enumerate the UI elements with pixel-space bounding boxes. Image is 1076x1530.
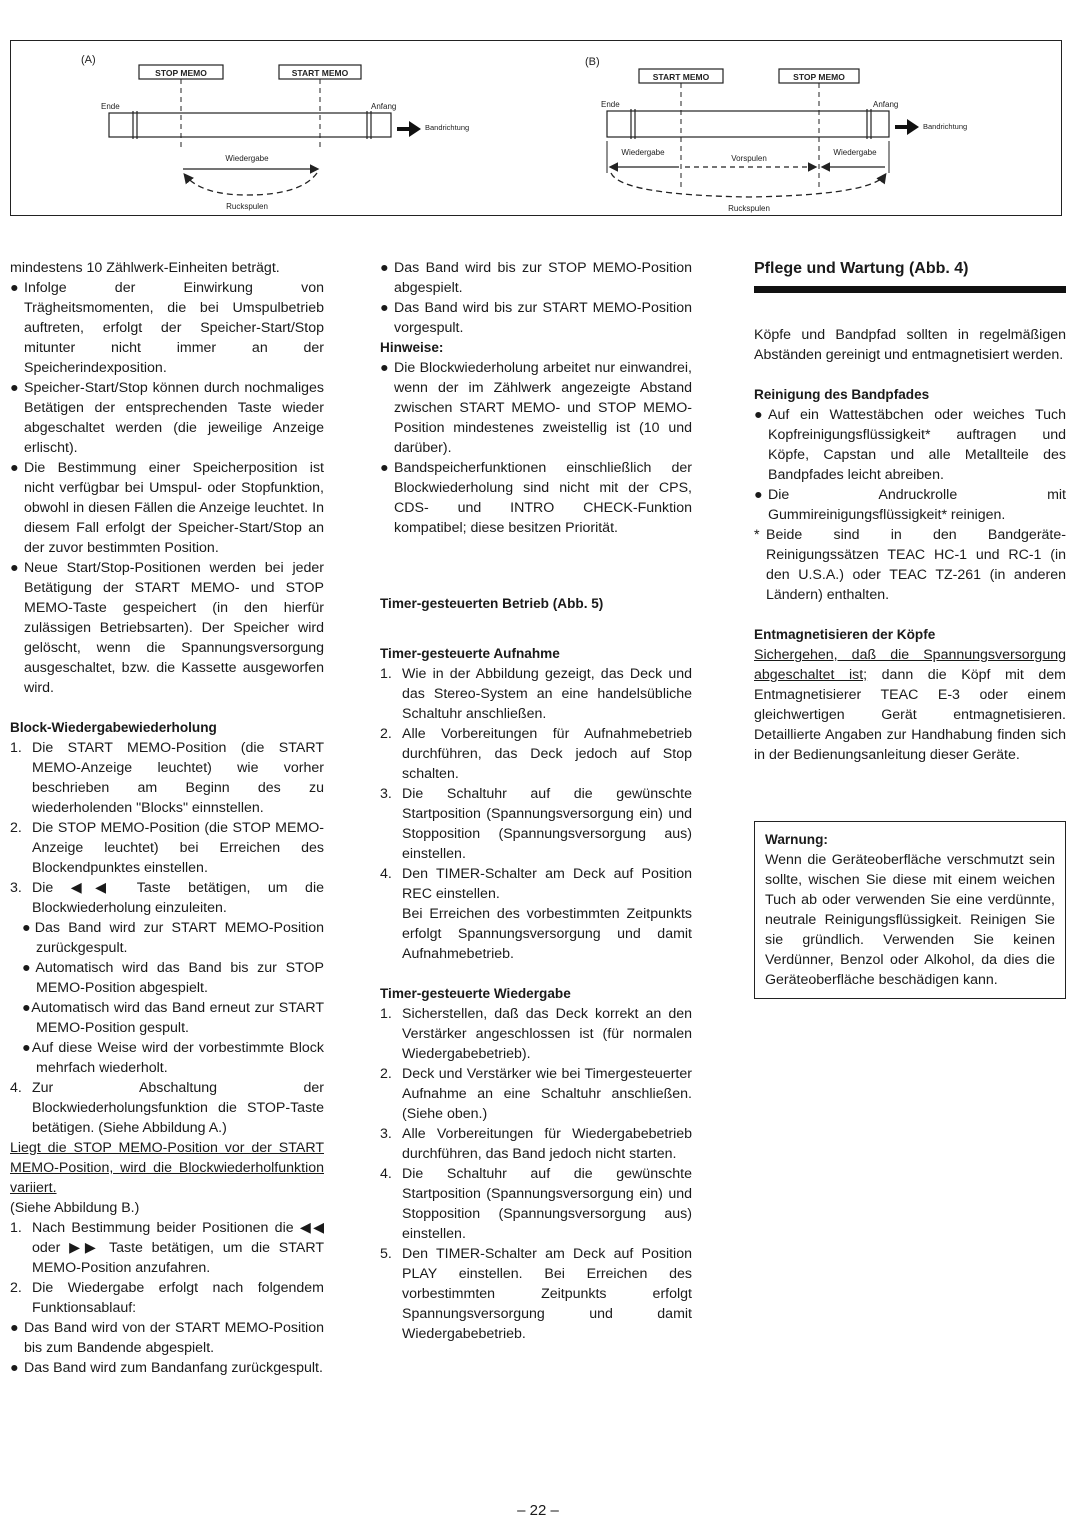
diagram-b-play-left-label: Wiedergabe xyxy=(621,148,665,157)
numbered-item-text: Wie in der Abbildung gezeigt, das Deck und das Stereo-System an eine handelsübliche Schaltuhr anschließen. xyxy=(402,666,692,722)
page-number: – 22 – xyxy=(517,1502,559,1519)
paragraph: mindestens 10 Zählwerk-Einheiten beträgt. xyxy=(10,260,280,276)
diagram-b-label: (B) xyxy=(585,56,600,68)
list-item: ● Das Band wird bis zur START MEMO-Position vorgespult. xyxy=(380,300,692,336)
list-item-text: Auf ein Wattestäbchen oder weiches Tuch Kopfreinigungsflüssigkeit* auftragen und Köpfe, Capstan und alle Metallteile des Bandpfades leicht abreiben. xyxy=(768,407,1066,483)
numbered-item-text: Den TIMER-Schalter am Deck auf Position REC einstellen. xyxy=(402,866,692,902)
diagram-a-end-label: Ende xyxy=(101,102,120,111)
list-item: ● Das Band wird bis zur STOP MEMO-Position abgespielt. xyxy=(380,260,692,296)
list-item: ● Auf ein Wattestäbchen oder weiches Tuch Kopfreinigungsflüssigkeit* auftragen und Köpfe, Capstan und alle Metallteile des Bandpfades leicht abreiben. xyxy=(754,407,1066,483)
numbered-item: 1. Nach Bestimmung beider Positionen die ◀◀ oder ▶▶ Taste betätigen, um die START MEMO-Position anzufahren. xyxy=(10,1220,324,1276)
list-item: ● Bandspeicherfunktionen einschließlich der Blockwiederholung sind nicht mit der CPS, CDS- und INTRO CHECK-Funktion kompatibel; diese besitzen Priorität. xyxy=(380,460,692,536)
list-item: ● Die Andruckrolle mit Gummireinigungsflüssigkeit* reinigen. xyxy=(754,487,1066,523)
sub-list-item-text: Das Band wird zur START MEMO-Position zurückgespult. xyxy=(34,920,324,956)
sub-list-item-text: Automatisch wird das Band erneut zur START MEMO-Position gespult. xyxy=(31,1000,324,1036)
list-item-text: Das Band wird bis zur STOP MEMO-Position abgespielt. xyxy=(394,260,692,296)
diagram-a-label: (A) xyxy=(81,54,96,66)
numbered-item-text: Zur Abschaltung der Blockwiederholungsfunktion die STOP-Taste betätigen. (Siehe Abbildung A.) xyxy=(32,1080,324,1136)
section-heading-timer: Timer-gesteuerten Betrieb (Abb. 5) xyxy=(380,596,604,611)
numbered-item: 4. Den TIMER-Schalter am Deck auf Position REC einstellen. xyxy=(380,866,692,902)
diagram-b-start-label: Anfang xyxy=(873,100,899,109)
list-item: ● Speicher-Start/Stop können durch nochmaliges Betätigen der entsprechenden Taste wieder abgeschaltet werden (die jeweilige Anzeige erlischt). xyxy=(10,380,324,456)
diagram-a-tape xyxy=(109,113,391,137)
subheading-timer-recording: Timer-gesteuerte Aufnahme xyxy=(380,646,560,661)
list-item-text: Die Bestimmung einer Speicherposition ist nicht verfügbar bei Umspul- oder Stopfunktion, obwohl in diesen Fällen die Anzeige leuchtet. In diesem Fall erfolgt der Speicher-Start/Stop an der zuvor bestimmten Position. xyxy=(24,460,324,556)
diagram-b-end-label: Ende xyxy=(601,100,620,109)
diagram-b-rewind-label: Ruckspulen xyxy=(728,204,770,213)
paragraph xyxy=(754,645,1066,765)
numbered-item: 1. Die START MEMO-Position (die START MEMO-Anzeige leuchtet) wie vorher beschrieben am Beginn des zu wiederholenden "Blocks" einnstellen. xyxy=(10,740,324,816)
numbered-item-text: Den TIMER-Schalter am Deck auf Position PLAY einstellen. Bei Erreichen des vorbestimmten Zeitpunkts erfolgt Spannungsversorgung und damit Wiedergabebetrieb. xyxy=(402,1246,692,1342)
diagram-a-direction-arrow-icon xyxy=(397,121,421,137)
section-heading-maintenance: Pflege und Wartung (Abb. 4) xyxy=(754,258,1066,293)
list-item: ● Neue Start/Stop-Positionen werden bei jeder Betätigung der START MEMO- und STOP MEMO-Taste gespeichert (in den hierfür zulässigen Betriebsarten). Der Speicher wird gelöscht, wenn die Spannungsversorgung ausgeschaltet, bzw. die Kassette ausgeworfen wird. xyxy=(10,560,324,696)
paragraph: Köpfe und Bandpfad sollten in regelmäßigen Abständen gereinigt und entmagnetisiert werden. xyxy=(754,327,1066,363)
diagram-b-direction-label: Bandrichtung xyxy=(923,122,968,131)
diagram-b-ff-label: Vorspulen xyxy=(731,154,767,163)
sub-list-item-text: Automatisch wird das Band bis zur STOP MEMO-Position abgespielt. xyxy=(35,960,324,996)
numbered-item-text: Die Wiedergabe erfolgt nach folgendem Funktionsablauf: xyxy=(32,1280,324,1316)
numbered-item: 2. Die STOP MEMO-Position (die STOP MEMO-Anzeige leuchtet) bei Erreichen des Blockendpunktes einstellen. xyxy=(10,820,324,876)
list-item-text: Speicher-Start/Stop können durch nochmaliges Betätigen der entsprechenden Taste wieder abgeschaltet werden (die jeweilige Anzeige erlischt). xyxy=(24,380,324,456)
list-item-text: Die Blockwiederholung arbeitet nur einwandrei, wenn der im Zählwerk angezeigte Abstand zwischen START MEMO- und STOP MEMO-Position mindestenes zweistellig ist (10 und darüber). xyxy=(394,360,692,456)
hints-heading: Hinweise: xyxy=(380,340,444,355)
note-reference: (Siehe Abbildung B.) xyxy=(10,1200,140,1216)
subheading-demagnetize: Entmagnetisieren der Köpfe xyxy=(754,627,936,642)
numbered-item-text: Die ◀◀ Taste betätigen, um die Blockwiederholung einzuleiten. xyxy=(32,880,324,916)
diagram-b-direction-arrow-icon xyxy=(895,119,919,135)
list-item: ● Das Band wird von der START MEMO-Position bis zum Bandende abgespielt. xyxy=(10,1320,324,1356)
diagram-b-start-memo-label: START MEMO xyxy=(652,72,710,82)
numbered-item: 2. Die Wiedergabe erfolgt nach folgendem Funktionsablauf: xyxy=(10,1280,324,1316)
subheading-timer-playback: Timer-gesteuerte Wiedergabe xyxy=(380,986,571,1001)
diagram-b-play-right-label: Wiedergabe xyxy=(833,148,877,157)
footnote: * Beide sind in den Bandgeräte-Reinigungssätzen TEAC HC-1 und RC-1 (in den U.S.A.) oder TEAC TZ-261 (in anderen Ländern) enthalten. xyxy=(754,527,1066,603)
paragraph-text: dann die Köpf mit dem Entmagnetisierer TEAC E-3 oder einem gleichwertigen Gerät entmagnetisieren. Detaillierte Angaben zur Handhabung finden sich in der Bedienungsanleitung dieser Geräte. xyxy=(754,667,1066,763)
paragraph: Bei Erreichen des vorbestimmten Zeitpunkts erfolgt Spannungsversorgung und damit Aufnahmebetrieb. xyxy=(402,906,692,962)
numbered-item: 4. Zur Abschaltung der Blockwiederholungsfunktion die STOP-Taste betätigen. (Siehe Abbildung A.) xyxy=(10,1080,324,1136)
list-item-text: Das Band wird zum Bandanfang zurückgespult. xyxy=(24,1360,323,1376)
numbered-item: 5. Den TIMER-Schalter am Deck auf Position PLAY einstellen. Bei Erreichen des vorbestimmten Zeitpunkts erfolgt Spannungsversorgung und damit Wiedergabebetrieb. xyxy=(380,1246,692,1342)
diagram-b-tape xyxy=(607,111,889,137)
numbered-item-text: Nach Bestimmung beider Positionen die ◀◀ oder ▶▶ Taste betätigen, um die START MEMO-Position anzufahren. xyxy=(32,1220,324,1276)
numbered-item: 2. Alle Vorbereitungen für Aufnahmebetrieb durchführen, das Deck jedoch auf Stop schalten. xyxy=(380,726,692,782)
column-1 xyxy=(10,258,324,1378)
diagram-a-start-memo-label: START MEMO xyxy=(291,68,349,78)
sub-list-item-text: Auf diese Weise wird der vorbestimmte Block mehrfach wiederholt. xyxy=(31,1040,324,1076)
list-item: ● Die Blockwiederholung arbeitet nur einwandrei, wenn der im Zählwerk angezeigte Abstand zwischen START MEMO- und STOP MEMO-Position mindestenes zweistellig ist (10 und darüber). xyxy=(380,360,692,456)
diagram-b-rewind-arrow xyxy=(611,173,885,197)
column-2 xyxy=(380,258,692,1344)
numbered-item-text: Die STOP MEMO-Position (die STOP MEMO-Anzeige leuchtet) bei Erreichen des Blockendpunktes einstellen. xyxy=(32,820,324,876)
list-item-text: Neue Start/Stop-Positionen werden bei jeder Betätigung der START MEMO- und STOP MEMO-Taste gespeichert (in den hierfür zulässigen Betriebsarten). Der Speicher wird gelöscht, wenn die Spannungsversorgung ausgeschaltet, bzw. die Kassette ausgeworfen wird. xyxy=(24,560,324,696)
warning-box xyxy=(754,821,1066,999)
diagram-a-direction-label: Bandrichtung xyxy=(425,123,470,132)
list-item: ● Das Band wird zum Bandanfang zurückgespult. xyxy=(10,1360,323,1376)
list-item-text: Bandspeicherfunktionen einschließlich der Blockwiederholung sind nicht mit der CPS, CDS- und INTRO CHECK-Funktion kompatibel; diese besitzen Priorität. xyxy=(394,460,692,536)
section-heading-block-repeat: Block-Wiedergabewiederholung xyxy=(10,720,217,735)
sub-list-item: ●Automatisch wird das Band bis zur STOP MEMO-Position abgespielt. xyxy=(22,960,324,996)
list-item-text: Infolge der Einwirkung von Trägheitsmomenten, die bei Umspulbetrieb auftreten, erfolgt der Speicher-Start/Stop mitunter nicht immer an der Speicherindexposition. xyxy=(24,280,324,376)
numbered-item-text: Die Schaltuhr auf die gewünschte Startposition (Spannungsversorgung ein) und Stopposition (Spannungsversorgung aus) einstellen. xyxy=(402,786,692,862)
warning-title: Warnung: xyxy=(765,832,828,847)
tape-diagram-svg xyxy=(11,41,1061,215)
numbered-item-text: Die Schaltuhr auf die gewünschte Startposition (Spannungsversorgung ein) und Stopposition (Spannungsversorgung aus) einstellen. xyxy=(402,1166,692,1242)
numbered-item-text: Sicherstellen, daß das Deck korrekt an den Verstärker angeschlossen ist (für normalen Wiedergabebetrieb). xyxy=(402,1006,692,1062)
numbered-item: 4. Die Schaltuhr auf die gewünschte Startposition (Spannungsversorgung ein) und Stopposition (Spannungsversorgung aus) einstellen. xyxy=(380,1166,692,1242)
sub-list-item: ●Auf diese Weise wird der vorbestimmte Block mehrfach wiederholt. xyxy=(22,1040,324,1076)
diagram-a-start-label: Anfang xyxy=(371,102,397,111)
warning-text: Wenn die Geräteoberfläche verschmutzt sein sollte, wischen Sie diese mit einem weichen Tuch ab oder verwenden Sie eine verdünnte, neutrale Reinigungsflüssigkeit. Reinigen Sie sie gründlich. Verwenden Sie keinen Verdünner, Benzol oder Alkohol, da dies die Geräteoberfläche beschädigen kann. xyxy=(765,852,1055,988)
underlined-note: Liegt die STOP MEMO-Position vor der START MEMO-Position, wird die Blockwiederholfunktion variiert. xyxy=(10,1140,324,1196)
diagram-a-rewind-arrow xyxy=(185,173,317,195)
numbered-item: 1. Wie in der Abbildung gezeigt, das Deck und das Stereo-System an eine handelsübliche Schaltuhr anschließen. xyxy=(380,666,692,722)
numbered-item-text: Alle Vorbereitungen für Aufnahmebetrieb durchführen, das Deck jedoch auf Stop schalten. xyxy=(402,726,692,782)
sub-list-item: ●Das Band wird zur START MEMO-Position zurückgespult. xyxy=(22,920,324,956)
column-3 xyxy=(754,258,1066,999)
diagram-a-play-label: Wiedergabe xyxy=(225,154,269,163)
list-item: ● Infolge der Einwirkung von Trägheitsmomenten, die bei Umspulbetrieb auftreten, erfolgt der Speicher-Start/Stop mitunter nicht immer an der Speicherindexposition. xyxy=(10,280,324,376)
numbered-item: 3. Alle Vorbereitungen für Wiedergabebetrieb durchführen, das Band jedoch nicht starten. xyxy=(380,1126,692,1162)
numbered-item-text: Deck und Verstärker wie bei Timergesteuerter Aufnahme an eine Schaltuhr anschließen. (Siehe oben.) xyxy=(402,1066,692,1122)
footnote-text: Beide sind in den Bandgeräte-Reinigungssätzen TEAC HC-1 und RC-1 (in den U.S.A.) oder TEAC TZ-261 (in anderen Ländern) enthalten. xyxy=(766,527,1066,603)
list-item-text: Das Band wird bis zur START MEMO-Position vorgespult. xyxy=(394,300,692,336)
diagram-b-stop-memo-label: STOP MEMO xyxy=(793,72,845,82)
subheading-cleaning: Reinigung des Bandpfades xyxy=(754,387,930,402)
list-item-text: Die Andruckrolle mit Gummireinigungsflüssigkeit* reinigen. xyxy=(768,487,1066,523)
numbered-item-text: Alle Vorbereitungen für Wiedergabebetrieb durchführen, das Band jedoch nicht starten. xyxy=(402,1126,692,1162)
sub-list-item: ●Automatisch wird das Band erneut zur START MEMO-Position gespult. xyxy=(22,1000,324,1036)
numbered-item: 1. Sicherstellen, daß das Deck korrekt an den Verstärker angeschlossen ist (für normalen Wiedergabebetrieb). xyxy=(380,1006,692,1062)
numbered-item: 3. Die ◀◀ Taste betätigen, um die Blockwiederholung einzuleiten. xyxy=(10,880,324,916)
list-item: ● Die Bestimmung einer Speicherposition ist nicht verfügbar bei Umspul- oder Stopfunktion, obwohl in diesen Fällen die Anzeige leuchtet. In diesem Fall erfolgt der Speicher-Start/Stop an der zuvor bestimmten Position. xyxy=(10,460,324,556)
numbered-item: 2. Deck und Verstärker wie bei Timergesteuerter Aufnahme an eine Schaltuhr anschließen. (Siehe oben.) xyxy=(380,1066,692,1122)
underlined-warning: Sichergehen, daß die Spannungsversorgung abgeschaltet ist; xyxy=(754,647,1066,683)
diagram-a-stop-memo-label: STOP MEMO xyxy=(155,68,207,78)
numbered-item: 3. Die Schaltuhr auf die gewünschte Startposition (Spannungsversorgung ein) und Stopposition (Spannungsversorgung aus) einstellen. xyxy=(380,786,692,862)
diagram-a-rewind-label: Ruckspulen xyxy=(226,202,268,211)
tape-diagram-figure xyxy=(10,40,1062,216)
list-item-text: Das Band wird von der START MEMO-Position bis zum Bandende abgespielt. xyxy=(24,1320,324,1356)
numbered-item-text: Die START MEMO-Position (die START MEMO-Anzeige leuchtet) wie vorher beschrieben am Beginn des zu wiederholenden "Blocks" einnstellen. xyxy=(32,740,324,816)
